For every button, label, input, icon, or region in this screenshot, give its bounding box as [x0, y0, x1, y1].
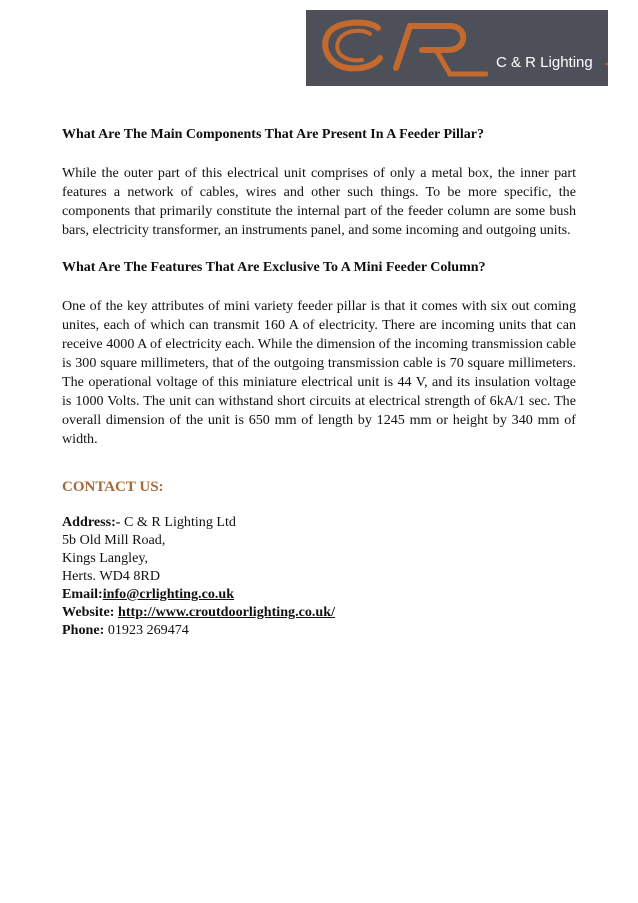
company-logo: [306, 10, 608, 86]
address-label: Address:-: [62, 514, 121, 530]
contact-heading: CONTACT US:: [62, 479, 164, 495]
address-line-3: Kings Langley,: [62, 550, 148, 566]
cr-logo-mark-icon: [318, 16, 488, 82]
phone-number: 01923 269474: [107, 622, 189, 638]
website-link[interactable]: http://www.croutdoorlighting.co.uk/: [117, 604, 336, 620]
address-line-2: 5b Old Mill Road,: [62, 532, 166, 548]
address-line-4: Herts. WD4 8RD: [62, 568, 160, 584]
address-line-1: [62, 513, 576, 531]
section-heading-components: What Are The Main Components That Are Present In A Feeder Pillar?: [62, 127, 484, 142]
section-heading-features: What Are The Features That Are Exclusive To A Mini Feeder Column?: [62, 260, 486, 275]
website-line: [62, 603, 576, 621]
email-line: [62, 585, 576, 603]
email-link[interactable]: info@crlighting.co.uk: [102, 586, 235, 602]
logo-text: C & R Lighting: [496, 54, 593, 71]
logo-accent-dot: [606, 63, 608, 65]
website-label: Website:: [62, 604, 115, 620]
section-body-components: While the outer part of this electrical unit comprises of only a metal box, the inner part features a network of cables, wires and other such things. To be more specific, the components that primarily constitute the internal part of the feeder column are some bush bars, electricity transformer, an instruments panel, and some incoming and outgoing units.: [62, 165, 576, 238]
contact-block: [62, 513, 576, 639]
phone-label: Phone:: [62, 622, 105, 638]
section-body-features: One of the key attributes of mini variety feeder pillar is that it comes with six out coming unites, each of which can transmit 160 A of electricity. There are incoming units that can receive 4000 A of electricity each. While the dimension of the incoming transmission cable is 300 square millimeters, that of the outgoing transmission cable is 70 square millimeters. The operational voltage of this miniature electrical unit is 44 V, and its insulation voltage is 1000 Volts. The unit can withstand short circuits at electrical strength of 6kA/1 sec. The overall dimension of the unit is 650 mm of length by 1245 mm or height by 340 mm of width.: [62, 298, 577, 447]
phone-line: [62, 621, 576, 639]
document-body: [62, 126, 576, 639]
address-company: C & R Lighting Ltd: [124, 514, 236, 530]
email-label: Email:: [62, 586, 103, 602]
